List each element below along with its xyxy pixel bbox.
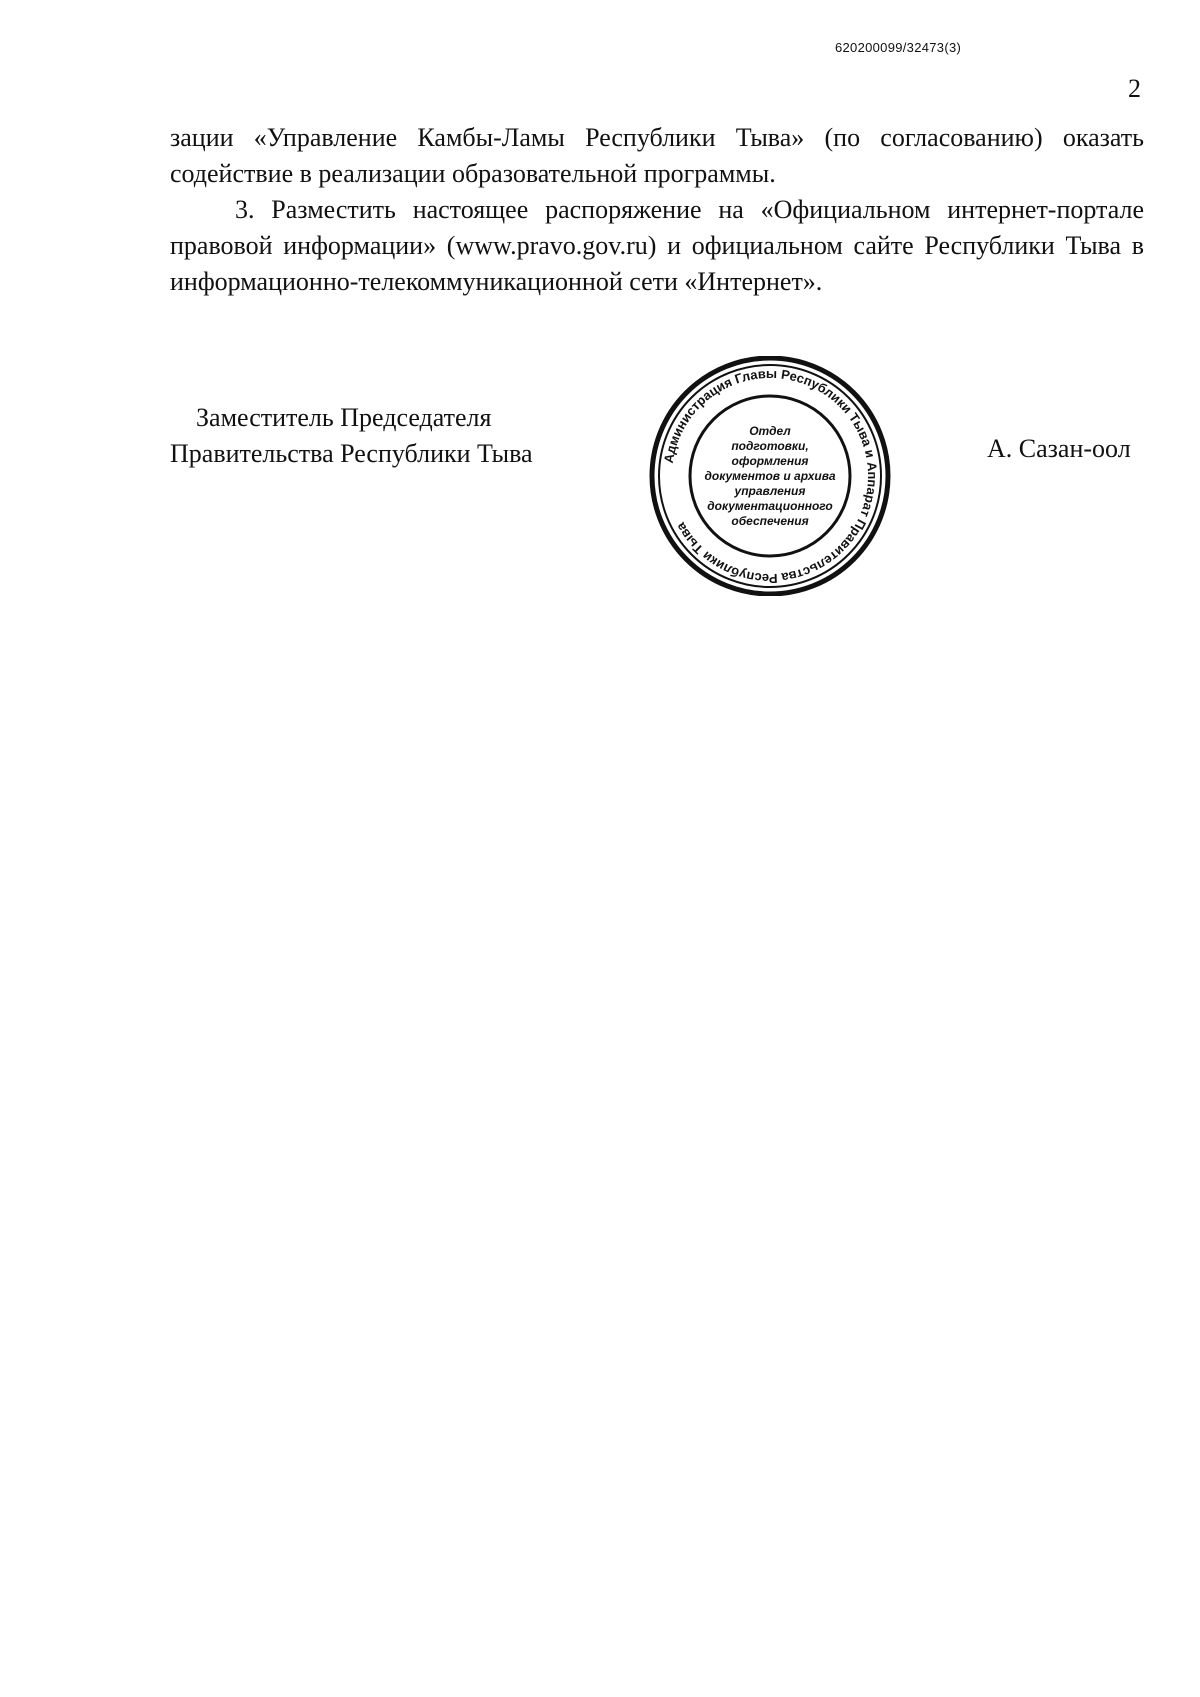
official-stamp — [640, 356, 900, 596]
document-id: 620200099/32473(3) — [835, 40, 962, 55]
stamp-center-line: подготовки, — [731, 439, 809, 453]
stamp-center-line: управления — [734, 484, 806, 498]
stamp-center-line: Отдел — [749, 424, 791, 438]
signatory-title-line-2: Правительства Республики Тыва — [170, 439, 533, 468]
stamp-seal-icon — [640, 356, 900, 596]
stamp-center-line: оформления — [731, 454, 809, 468]
stamp-center-line: документов и архива — [704, 469, 836, 483]
stamp-center-line: документационного — [707, 499, 833, 513]
stamp-center-text — [704, 424, 835, 528]
paragraph-item-3: 3. Разместить настоящее распоряжение на «Официальном интернет-портале правовой информации» (www.pravo.gov.ru) и официальном сайте Республики Тыва в информационно-телекоммуникационной сети «Интернет». — [170, 195, 1144, 296]
stamp-ring-text: Администрация Главы Республики Тыва и Аппарат Правительства Республики Тыва — [660, 365, 881, 587]
signatory-title-line-1: Заместитель Председателя — [196, 403, 492, 432]
signatory-title — [170, 400, 533, 472]
paragraph-continuation: зации «Управление Камбы-Ламы Республики Тыва» (по согласованию) оказать содействие в реализации образовательной программы. — [170, 123, 1144, 188]
page-number: 2 — [1128, 74, 1141, 103]
document-body — [170, 120, 1144, 300]
signatory-name: А. Сазан-оол — [987, 434, 1131, 463]
stamp-center-line: обеспечения — [731, 514, 809, 528]
